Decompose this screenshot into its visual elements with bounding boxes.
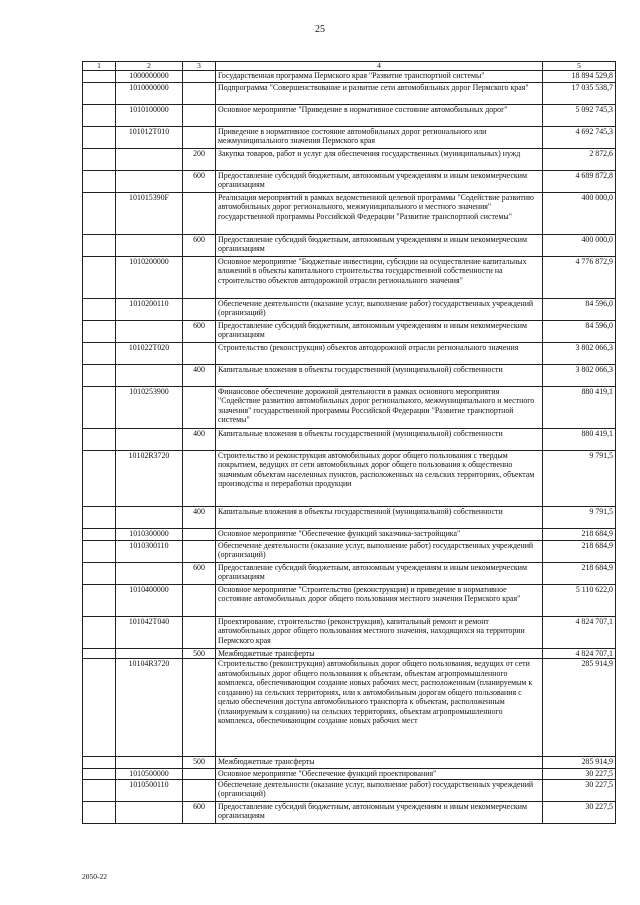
amount-cell: 880 419,1 <box>543 429 616 451</box>
amount-cell: 5 092 745,3 <box>543 105 616 127</box>
row-number-cell <box>83 299 116 321</box>
table-row <box>83 429 616 451</box>
expense-type-cell <box>183 83 216 105</box>
row-number-cell <box>83 779 116 801</box>
expense-type-cell <box>183 71 216 83</box>
target-code-cell <box>116 149 183 171</box>
expense-type-cell <box>183 659 216 757</box>
table-row <box>83 507 616 529</box>
expense-type-cell: 500 <box>183 757 216 769</box>
table-row <box>83 659 616 757</box>
amount-cell: 218 684,9 <box>543 563 616 585</box>
item-name-cell: Обеспечение деятельности (оказание услуг, выполнение работ) государственных учреждений (организаций) <box>216 779 543 801</box>
table-row <box>83 541 616 563</box>
expense-type-cell <box>183 541 216 563</box>
table-header-row <box>83 62 616 71</box>
row-number-cell <box>83 429 116 451</box>
row-number-cell <box>83 563 116 585</box>
table-row <box>83 769 616 779</box>
table-body <box>83 62 616 824</box>
row-number-cell <box>83 149 116 171</box>
amount-cell: 30 227,5 <box>543 779 616 801</box>
target-code-cell: 1000000000 <box>116 71 183 83</box>
table-row <box>83 451 616 507</box>
expense-type-cell <box>183 617 216 649</box>
header-col-5: 5 <box>543 62 616 71</box>
item-name-cell: Строительство (реконструкция) объектов автодорожной отрасли регионального значения <box>216 343 543 365</box>
target-code-cell <box>116 507 183 529</box>
target-code-cell: 1010000000 <box>116 83 183 105</box>
row-number-cell <box>83 387 116 429</box>
table-row <box>83 757 616 769</box>
row-number-cell <box>83 659 116 757</box>
item-name-cell: Основное мероприятие "Бюджетные инвестиции, субсидии на осуществление капитальных вложений в объекты капитального строительства государственной собственности на строительство объектов автодорожной отрасли регионального значения" <box>216 257 543 299</box>
item-name-cell: Обеспечение деятельности (оказание услуг, выполнение работ) государственных учреждений (организаций) <box>216 541 543 563</box>
table-row <box>83 105 616 127</box>
table-row <box>83 71 616 83</box>
amount-cell: 3 802 066,3 <box>543 365 616 387</box>
amount-cell: 2 872,6 <box>543 149 616 171</box>
amount-cell: 4 824 707,1 <box>543 649 616 659</box>
item-name-cell: Основное мероприятие "Обеспечение функций заказчика-застройщика" <box>216 529 543 541</box>
expense-type-cell: 600 <box>183 321 216 343</box>
amount-cell: 4 689 872,8 <box>543 171 616 193</box>
amount-cell: 84 596,0 <box>543 299 616 321</box>
row-number-cell <box>83 451 116 507</box>
target-code-cell: 1010253900 <box>116 387 183 429</box>
row-number-cell <box>83 541 116 563</box>
table-row <box>83 617 616 649</box>
item-name-cell: Обеспечение деятельности (оказание услуг, выполнение работ) государственных учреждений (организаций) <box>216 299 543 321</box>
expense-type-cell <box>183 299 216 321</box>
amount-cell: 18 894 529,8 <box>543 71 616 83</box>
amount-cell: 218 684,9 <box>543 529 616 541</box>
table-row <box>83 801 616 823</box>
item-name-cell: Закупка товаров, работ и услуг для обеспечения государственных (муниципальных) нужд <box>216 149 543 171</box>
expense-type-cell <box>183 127 216 149</box>
amount-cell: 400 000,0 <box>543 235 616 257</box>
row-number-cell <box>83 507 116 529</box>
target-code-cell: 1010500000 <box>116 769 183 779</box>
row-number-cell <box>83 171 116 193</box>
item-name-cell: Предоставление субсидий бюджетным, автономным учреждениям и иным некоммерческим организациям <box>216 235 543 257</box>
item-name-cell: Капитальные вложения в объекты государственной (муниципальной) собственности <box>216 365 543 387</box>
item-name-cell: Строительство (реконструкция) автомобильных дорог общего пользования, ведущих от сети автомобильных дорог общего пользования к объектам, объектам агропромышленного комплекса, обеспечивающим создание новых рабочих мест, расположенным (планируемым к созданию) на сельских территориях, или к автомобильным дорогам общего пользования с целью обеспечения доступа автомобильного транспорта к объектам, расположенным (планируемым к созданию) на сельских территориях, объектам агропромышленного комплекса, обеспечивающим создание новых рабочих мест <box>216 659 543 757</box>
table-row <box>83 149 616 171</box>
item-name-cell: Капитальные вложения в объекты государственной (муниципальной) собственности <box>216 507 543 529</box>
expense-type-cell <box>183 529 216 541</box>
expense-type-cell <box>183 769 216 779</box>
header-col-2: 2 <box>116 62 183 71</box>
expense-type-cell <box>183 343 216 365</box>
item-name-cell: Государственная программа Пермского края "Развитие транспортной системы" <box>216 71 543 83</box>
expense-type-cell: 200 <box>183 149 216 171</box>
target-code-cell: 101015390F <box>116 193 183 235</box>
row-number-cell <box>83 649 116 659</box>
amount-cell: 84 596,0 <box>543 321 616 343</box>
row-number-cell <box>83 235 116 257</box>
table-row <box>83 299 616 321</box>
expense-type-cell <box>183 193 216 235</box>
expense-type-cell: 600 <box>183 801 216 823</box>
item-name-cell: Строительство и реконструкция автомобильных дорог общего пользования с твердым покрытием, ведущих от сети автомобильных дорог общего пользования к общественно значимым объектам населенных пунктов, расположенных на сельских территориях, объектам производства и переработки продукции <box>216 451 543 507</box>
table-row <box>83 779 616 801</box>
expense-type-cell: 600 <box>183 563 216 585</box>
amount-cell: 400 000,0 <box>543 193 616 235</box>
row-number-cell <box>83 257 116 299</box>
row-number-cell <box>83 343 116 365</box>
amount-cell: 4 776 872,9 <box>543 257 616 299</box>
page-number: 25 <box>315 24 325 35</box>
item-name-cell: Межбюджетные трансферты <box>216 649 543 659</box>
amount-cell: 285 914,9 <box>543 659 616 757</box>
row-number-cell <box>83 193 116 235</box>
target-code-cell <box>116 321 183 343</box>
amount-cell: 880 419,1 <box>543 387 616 429</box>
target-code-cell: 10102R3720 <box>116 451 183 507</box>
row-number-cell <box>83 365 116 387</box>
item-name-cell: Предоставление субсидий бюджетным, автономным учреждениям и иным некоммерческим организациям <box>216 321 543 343</box>
target-code-cell <box>116 801 183 823</box>
table-row <box>83 387 616 429</box>
table-row <box>83 171 616 193</box>
row-number-cell <box>83 801 116 823</box>
target-code-cell: 10104R3720 <box>116 659 183 757</box>
table-row <box>83 257 616 299</box>
amount-cell: 17 035 538,7 <box>543 83 616 105</box>
table-row <box>83 321 616 343</box>
item-name-cell: Предоставление субсидий бюджетным, автономным учреждениям и иным некоммерческим организациям <box>216 801 543 823</box>
table-row <box>83 649 616 659</box>
table-row <box>83 193 616 235</box>
row-number-cell <box>83 757 116 769</box>
item-name-cell: Основное мероприятие "Обеспечение функций проектирования" <box>216 769 543 779</box>
expense-type-cell: 400 <box>183 365 216 387</box>
target-code-cell <box>116 365 183 387</box>
target-code-cell: 1010200110 <box>116 299 183 321</box>
table-row <box>83 235 616 257</box>
row-number-cell <box>83 617 116 649</box>
table-row <box>83 343 616 365</box>
item-name-cell: Межбюджетные трансферты <box>216 757 543 769</box>
row-number-cell <box>83 71 116 83</box>
table-row <box>83 585 616 617</box>
row-number-cell <box>83 585 116 617</box>
target-code-cell: 1010500110 <box>116 779 183 801</box>
target-code-cell: 1010200000 <box>116 257 183 299</box>
target-code-cell: 1010400000 <box>116 585 183 617</box>
row-number-cell <box>83 83 116 105</box>
item-name-cell: Основное мероприятие "Приведение в нормативное состояние автомобильных дорог" <box>216 105 543 127</box>
table-row <box>83 563 616 585</box>
item-name-cell: Предоставление субсидий бюджетным, автономным учреждениям и иным некоммерческим организациям <box>216 563 543 585</box>
amount-cell: 3 802 066,3 <box>543 343 616 365</box>
item-name-cell: Основное мероприятие "Строительство (реконструкция) и приведение в нормативное состояние автомобильных дорог общего пользования местного значения Пермского края" <box>216 585 543 617</box>
amount-cell: 4 692 745,3 <box>543 127 616 149</box>
expense-type-cell <box>183 105 216 127</box>
target-code-cell <box>116 171 183 193</box>
target-code-cell: 1010100000 <box>116 105 183 127</box>
row-number-cell <box>83 321 116 343</box>
target-code-cell: 1010300000 <box>116 529 183 541</box>
amount-cell: 285 914,9 <box>543 757 616 769</box>
target-code-cell <box>116 649 183 659</box>
amount-cell: 30 227,5 <box>543 801 616 823</box>
expense-type-cell: 400 <box>183 429 216 451</box>
item-name-cell: Подпрограмма "Совершенствование и развитие сети автомобильных дорог Пермского края" <box>216 83 543 105</box>
expense-type-cell: 400 <box>183 507 216 529</box>
header-col-4: 4 <box>216 62 543 71</box>
item-name-cell: Реализация мероприятий в рамках ведомственной целевой программы "Содействие развитию автомобильных дорог регионального, межмуниципального и местного значения" государственной программы Российской Федерации "Развитие транспортной системы" <box>216 193 543 235</box>
row-number-cell <box>83 529 116 541</box>
target-code-cell <box>116 757 183 769</box>
item-name-cell: Предоставление субсидий бюджетным, автономным учреждениям и иным некоммерческим организациям <box>216 171 543 193</box>
row-number-cell <box>83 127 116 149</box>
footer-document-code: 2050-22 <box>82 872 107 881</box>
amount-cell: 9 791,5 <box>543 507 616 529</box>
target-code-cell: 101042Т040 <box>116 617 183 649</box>
expense-type-cell: 600 <box>183 235 216 257</box>
item-name-cell: Капитальные вложения в объекты государственной (муниципальной) собственности <box>216 429 543 451</box>
table-row <box>83 127 616 149</box>
target-code-cell <box>116 429 183 451</box>
expense-type-cell <box>183 387 216 429</box>
amount-cell: 4 824 707,1 <box>543 617 616 649</box>
expense-type-cell: 600 <box>183 171 216 193</box>
target-code-cell <box>116 235 183 257</box>
amount-cell: 5 110 622,0 <box>543 585 616 617</box>
amount-cell: 9 791,5 <box>543 451 616 507</box>
row-number-cell <box>83 769 116 779</box>
amount-cell: 30 227,5 <box>543 769 616 779</box>
target-code-cell: 101012Т010 <box>116 127 183 149</box>
item-name-cell: Финансовое обеспечение дорожной деятельности в рамках основного мероприятия "Содействие развитию автомобильных дорог регионального, межмуниципального и местного значения" государственной программы Российской Федерации "Развитие транспортной системы" <box>216 387 543 429</box>
amount-cell: 218 684,9 <box>543 541 616 563</box>
expense-type-cell <box>183 451 216 507</box>
expense-type-cell <box>183 257 216 299</box>
expense-type-cell <box>183 585 216 617</box>
target-code-cell: 1010300110 <box>116 541 183 563</box>
header-col-1: 1 <box>83 62 116 71</box>
budget-table <box>82 61 616 824</box>
row-number-cell <box>83 105 116 127</box>
item-name-cell: Проектирование, строительство (реконструкция), капитальный ремонт и ремонт автомобильных дорог общего пользования местного значения, находящихся на территории Пермского края <box>216 617 543 649</box>
table-row <box>83 83 616 105</box>
table-row <box>83 365 616 387</box>
target-code-cell: 101022Т020 <box>116 343 183 365</box>
table-row <box>83 529 616 541</box>
target-code-cell <box>116 563 183 585</box>
expense-type-cell <box>183 779 216 801</box>
item-name-cell: Приведение в нормативное состояние автомобильных дорог регионального или межмуниципального значения Пермского края <box>216 127 543 149</box>
header-col-3: 3 <box>183 62 216 71</box>
expense-type-cell: 500 <box>183 649 216 659</box>
